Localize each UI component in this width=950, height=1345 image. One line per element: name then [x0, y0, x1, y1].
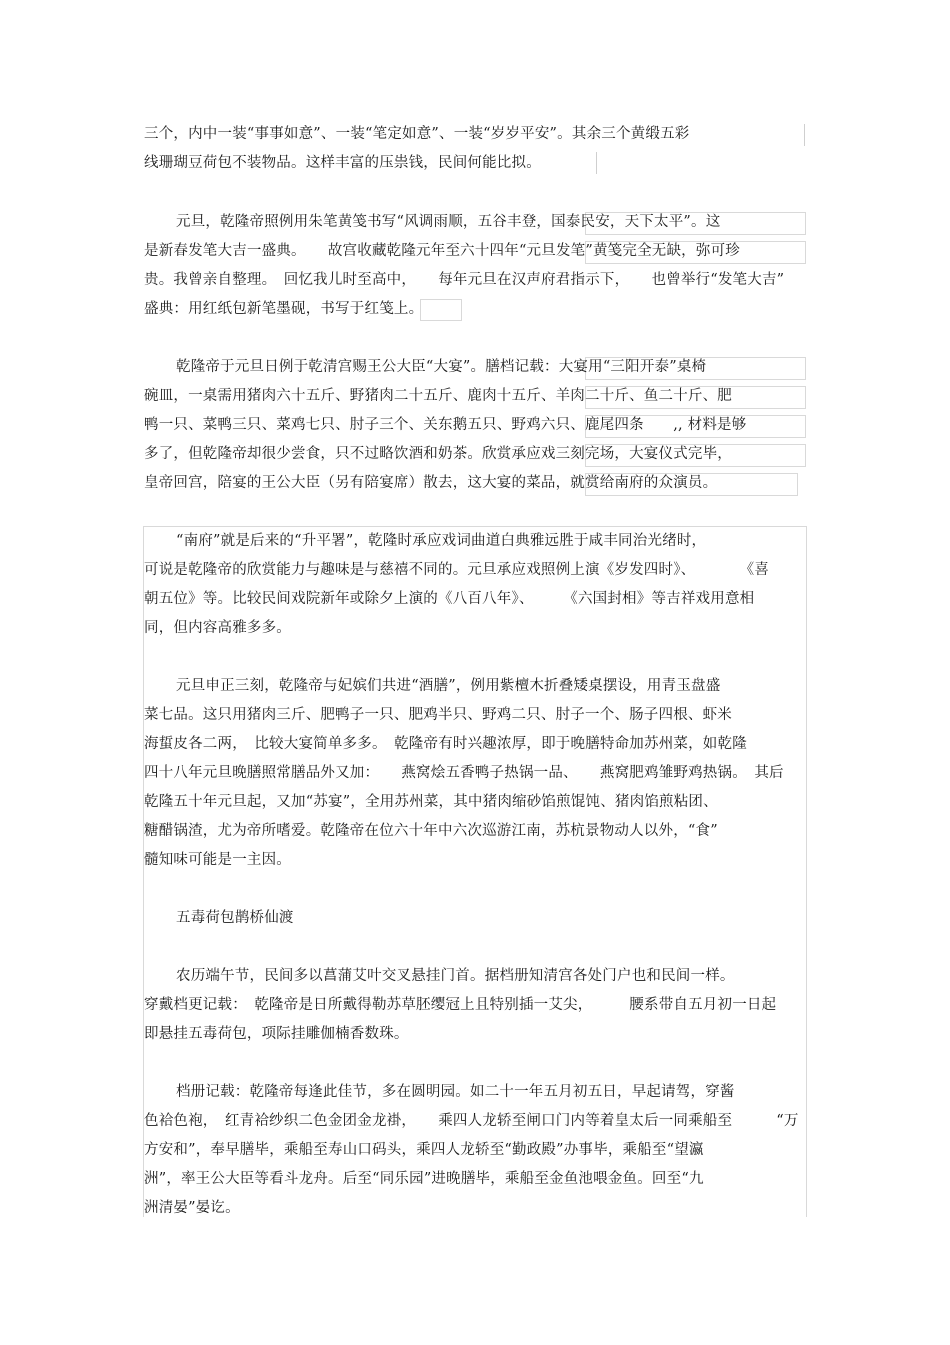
text-line: 元旦申正三刻，乾隆帝与妃嫔们共进“酒膳”，例用紫檀木折叠矮桌摆设，用青玉盘盛 [176, 678, 721, 694]
cell-border [596, 152, 597, 174]
text-line: 农历端午节，民间多以菖蒲艾叶交叉悬挂门首。据档册知清宫各处门户也和民间一样。 [176, 968, 735, 984]
text-line: 色袷色袍， 红青袷纱织二色金团金龙褂， 乘四人龙轿至闸口门内等着皇太后一同乘船至 “万 [144, 1113, 799, 1129]
text-line: 可说是乾隆帝的欣赏能力与趣味是与慈禧不同的。元旦承应戏照例上演《岁发四时》、 《喜 [144, 562, 770, 578]
text-line: 菜七品。这只用猪肉三斤、肥鸭子一只、肥鸡半只、野鸡二只、肘子一个、肠子四根、虾米 [144, 707, 732, 723]
text-line: 贵。我曾亲自整理。 回忆我儿时至高中， 每年元旦在汉声府君指示下， 也曾举行“发笔大吉” [144, 272, 785, 288]
text-line: 髓知味可能是一主因。 [144, 852, 291, 868]
text-line: 档册记载：乾隆帝每逢此佳节，多在圆明园。如二十一年五月初五日，早起请驾，穿酱 [176, 1084, 735, 1100]
text-line: 方安和”，奉早膳毕，乘船至寿山口码头，乘四人龙轿至“勤政殿”办事毕，乘船至“望瀛 [144, 1142, 704, 1158]
text-line: 洲”，率王公大臣等看斗龙舟。后至“同乐园”进晚膳毕，乘船至金鱼池喂金鱼。回至“九 [144, 1171, 704, 1187]
text-line: 同，但内容高雅多多。 [144, 620, 291, 636]
text-line: 即悬挂五毒荷包，项际挂雕伽楠香数珠。 [144, 1026, 409, 1042]
text-line: “南府”就是后来的“升平署”，乾隆时承应戏词曲道白典雅远胜于咸丰同治光绪时， [176, 533, 707, 549]
text-line: 多了，但乾隆帝却很少尝食，只不过略饮酒和奶茶。欣赏承应戏三刻完场，大宴仪式完毕， [144, 446, 732, 462]
text-line: 皇帝回宫，陪宴的王公大臣（另有陪宴席）散去，这大宴的菜品，就赏给南府的众演员。 [144, 475, 718, 491]
section-heading: 五毒荷包鹊桥仙渡 [176, 910, 294, 926]
text-line: 海蜇皮各二两， 比较大宴简单多多。 乾隆帝有时兴趣浓厚，即于晚膳特命加苏州菜，如乾隆 [144, 736, 747, 752]
text-line: 乾隆五十年元旦起，又加“苏宴”，全用苏州菜，其中猪肉缩砂馅煎馄饨、猪肉馅煎粘团、 [144, 794, 718, 810]
text-line: 三个，内中一装“事事如意”、一装“笔定如意”、一装“岁岁平安”。其余三个黄缎五彩 [144, 126, 690, 142]
text-line: 鸭一只、菜鸭三只、菜鸡七只、肘子三个、关东鹅五只、野鸡六只、鹿尾四条 ,, 材料是够 [144, 417, 747, 433]
text-line: 朝五位》等。比较民间戏院新年或除夕上演的《八百八年》、 《六国封相》等吉祥戏用意相 [144, 591, 755, 607]
text-line: 洲清晏”晏讫。 [144, 1200, 240, 1216]
text-line: 穿戴档更记载： 乾隆帝是日所戴得勒苏草胚缨冠上且特别插一艾尖， 腰系带自五月初一日起 [144, 997, 777, 1013]
text-line: 是新春发笔大吉一盛典。 故宫收藏乾隆元年至六十四年“元旦发笔”黄笺完全无缺，弥可珍 [144, 243, 740, 259]
cell-border [420, 299, 462, 321]
text-line: 糖醋锅渣，尤为帝所嗜爱。乾隆帝在位六十年中六次巡游江南，苏杭景物动人以外，“食” [144, 823, 718, 839]
text-line: 盛典：用红纸包新笔墨砚，书写于红笺上。 [144, 301, 424, 317]
text-line: 元旦，乾隆帝照例用朱笔黄笺书写“风调雨顺，五谷丰登，国泰民安，天下太平”。这 [176, 214, 721, 230]
text-line: 四十八年元旦晚膳照常膳品外又加： 燕窝烩五香鸭子热锅一品、 燕窝肥鸡雏野鸡热锅。 其后 [144, 765, 784, 781]
text-line: 碗皿，一桌需用猪肉六十五斤、野猪肉二十五斤、鹿肉十五斤、羊肉二十斤、鱼二十斤、肥 [144, 388, 732, 404]
text-line: 线珊瑚豆荷包不装物品。这样丰富的压祟钱，民间何能比拟。 [144, 155, 541, 171]
cell-border [804, 124, 805, 146]
text-line: 乾隆帝于元旦日例于乾清宫赐王公大臣“大宴”。膳档记载：大宴用“三阳开泰”桌椅 [176, 359, 707, 375]
